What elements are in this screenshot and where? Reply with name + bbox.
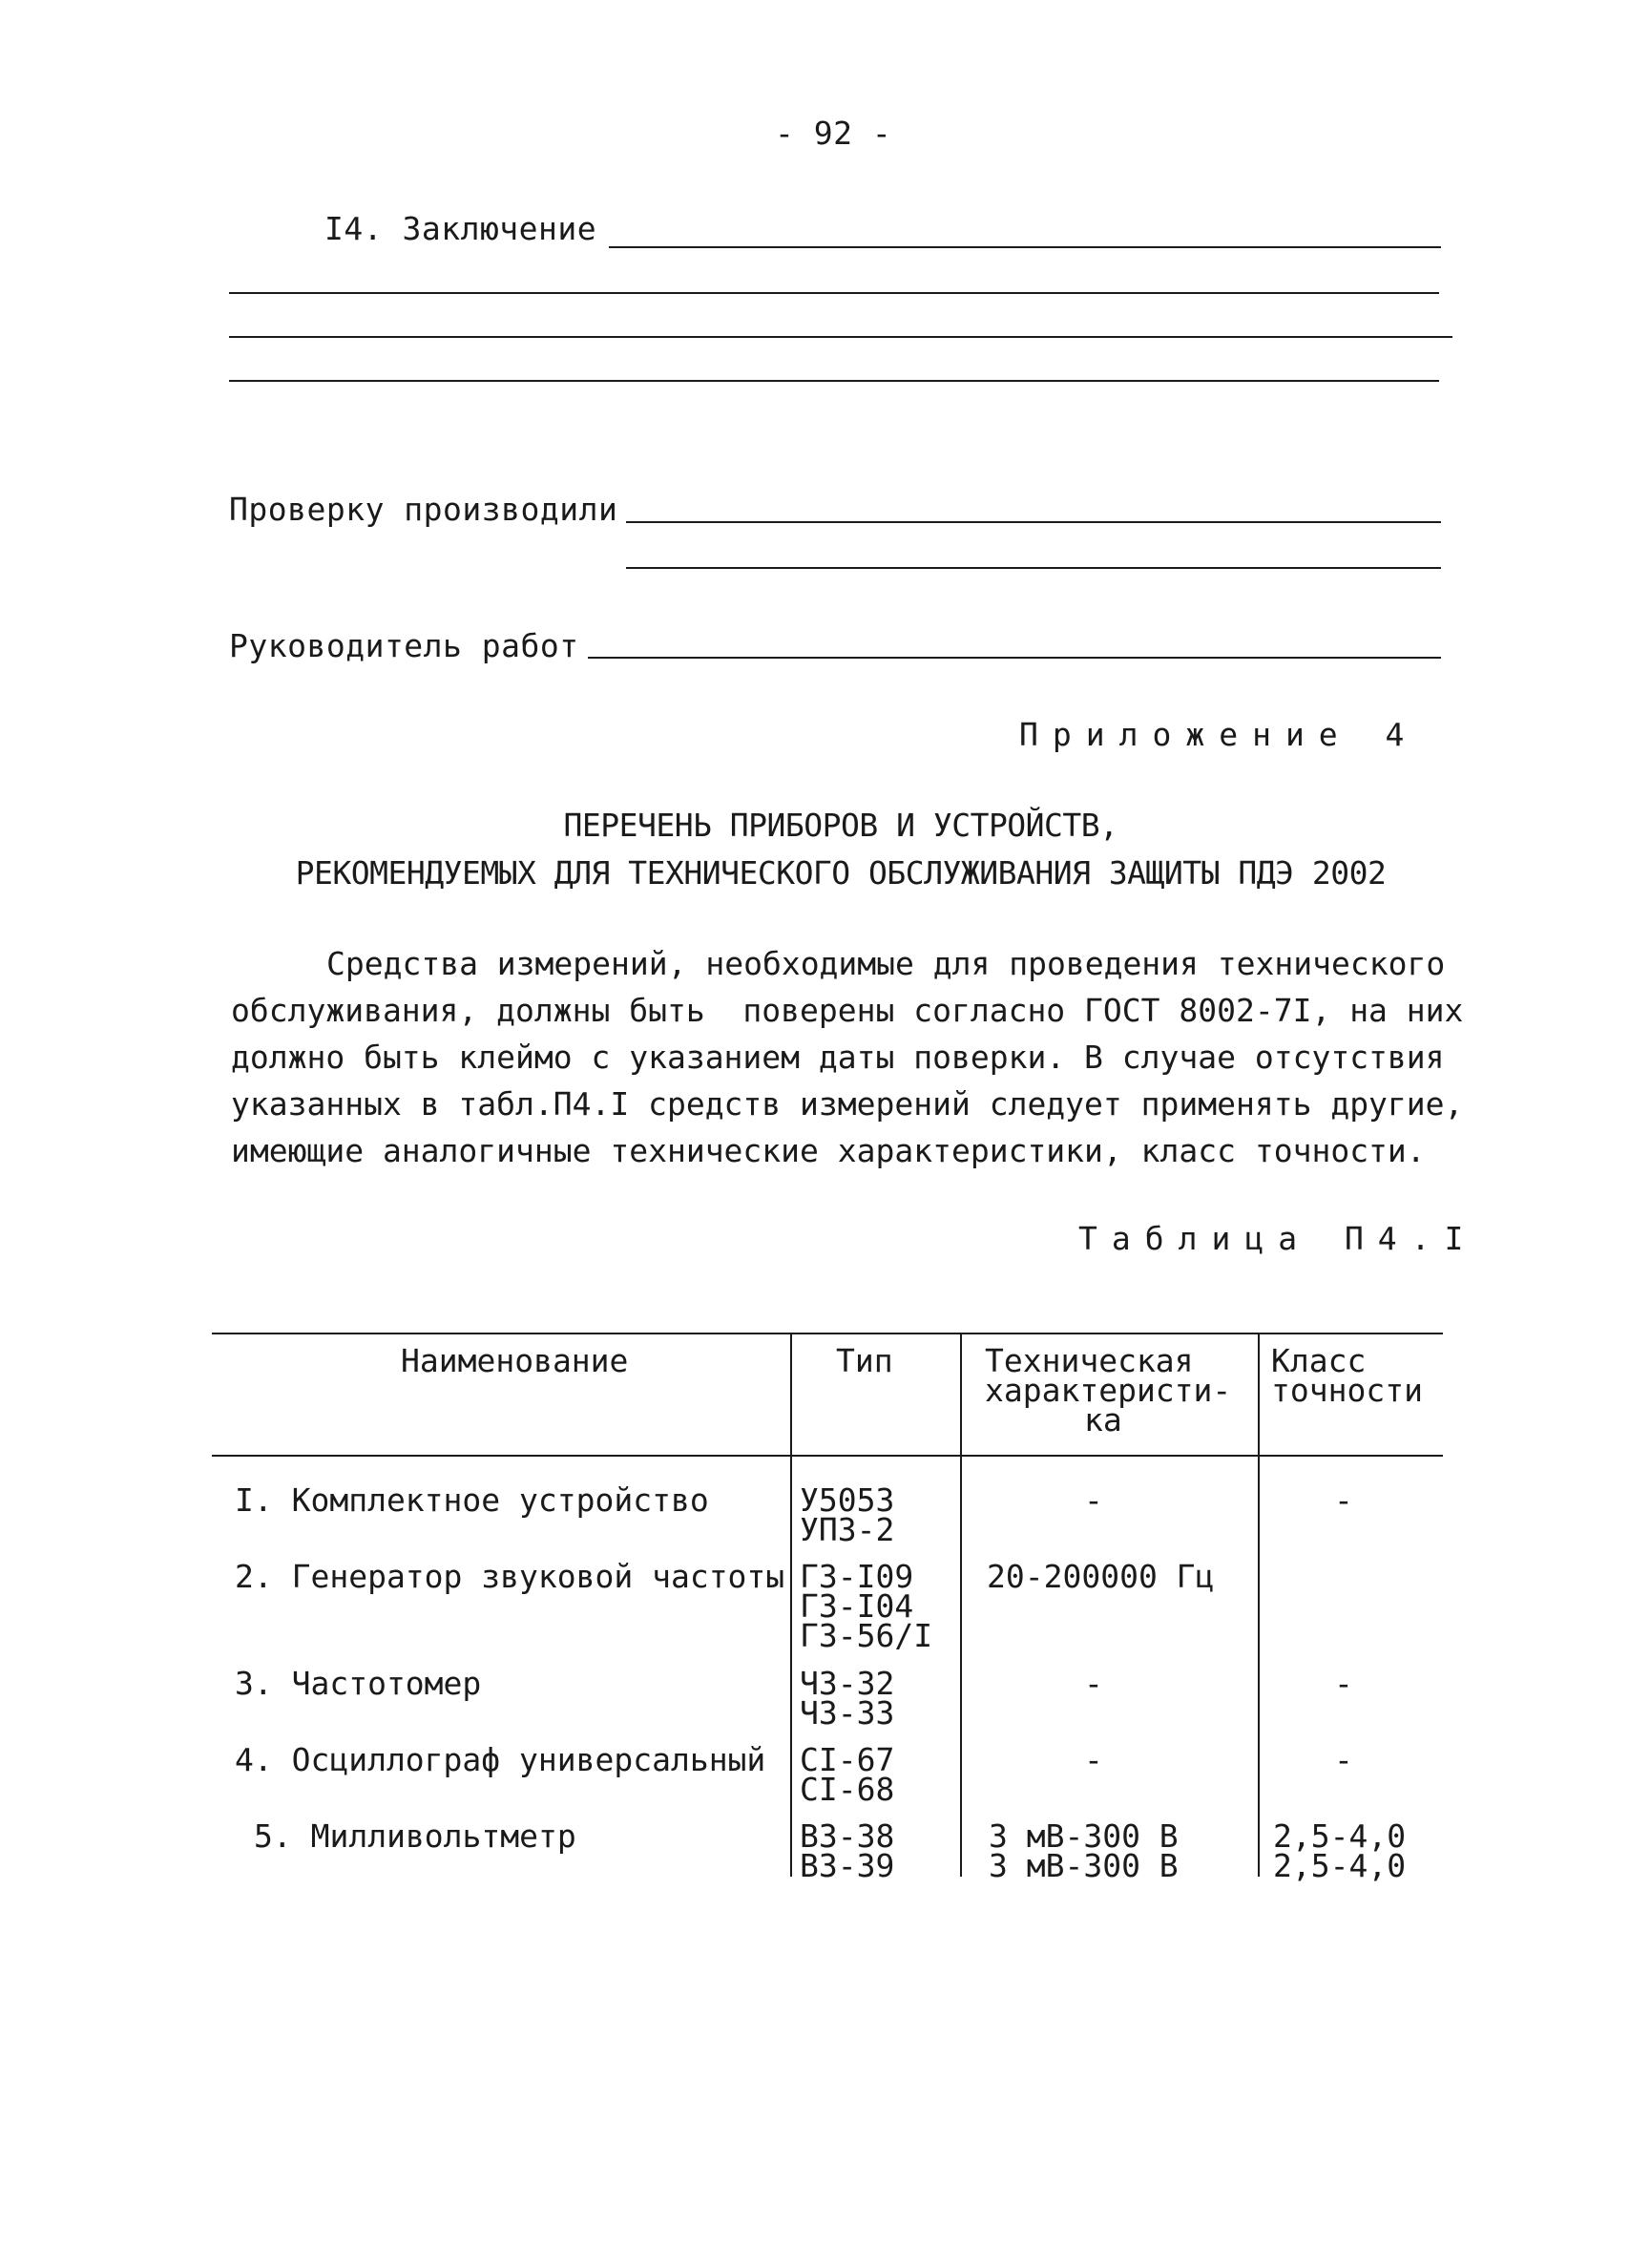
conclusion-line bbox=[229, 336, 1452, 338]
header-accuracy: точности bbox=[1271, 1372, 1423, 1409]
paragraph-line: обслуживания, должны быть поверены согласно ГОСТ 8002-7I, на них bbox=[231, 992, 1464, 1029]
appendix-label: Приложение 4 bbox=[1019, 716, 1419, 753]
row-name: 2. Генератор звуковой частоты bbox=[235, 1558, 785, 1595]
row-spec: 20-200000 Гц bbox=[987, 1558, 1215, 1595]
row-accuracy: 2,5-4,0 bbox=[1273, 1847, 1407, 1884]
row-accuracy: 2,5-4,0 bbox=[1273, 1817, 1407, 1855]
column-divider bbox=[790, 1333, 792, 1877]
header-name: Наименование bbox=[401, 1342, 629, 1379]
row-spec: 3 мВ-300 В bbox=[989, 1847, 1179, 1884]
checked-by-label: Проверку производили bbox=[229, 491, 618, 528]
header-accuracy: Класс bbox=[1271, 1342, 1367, 1379]
row-name: 3. Частотомер bbox=[235, 1665, 482, 1702]
row-accuracy: - bbox=[1334, 1481, 1353, 1519]
row-spec: - bbox=[1084, 1665, 1103, 1702]
header-spec: характеристи- bbox=[985, 1372, 1232, 1409]
row-type: ВЗ-38 bbox=[800, 1817, 895, 1855]
row-name: 4. Осциллограф универсальный bbox=[235, 1741, 766, 1778]
header-spec: Техническая bbox=[985, 1342, 1194, 1379]
column-divider bbox=[960, 1333, 962, 1877]
header-type: Тип bbox=[836, 1342, 893, 1379]
conclusion-line bbox=[229, 380, 1439, 382]
paragraph-line: должно быть клеймо с указанием даты поверки. В случае отсутствия bbox=[231, 1039, 1445, 1076]
page-number: - 92 - bbox=[775, 115, 892, 152]
appendix-title-line1: ПЕРЕЧЕНЬ ПРИБОРОВ И УСТРОЙСТВ, bbox=[563, 807, 1118, 844]
row-spec: - bbox=[1084, 1481, 1103, 1519]
row-type: У5053 bbox=[800, 1481, 895, 1519]
conclusion-line bbox=[229, 292, 1439, 294]
row-name: 5. Милливольтметр bbox=[254, 1817, 576, 1855]
signature-line bbox=[626, 521, 1441, 523]
row-spec: - bbox=[1084, 1741, 1103, 1778]
row-type: ВЗ-39 bbox=[800, 1847, 895, 1884]
row-type: ГЗ-I09 bbox=[800, 1558, 914, 1595]
header-spec: ка bbox=[1084, 1401, 1122, 1438]
row-name: I. Комплектное устройство bbox=[235, 1481, 709, 1519]
row-type: ГЗ-I04 bbox=[800, 1587, 914, 1625]
row-type: СI-68 bbox=[800, 1771, 895, 1808]
paragraph-line: указанных в табл.П4.I средств измерений следует применять другие, bbox=[231, 1085, 1464, 1123]
row-type: ЧЗ-32 bbox=[800, 1665, 895, 1702]
supervisor-label: Руководитель работ bbox=[229, 627, 579, 664]
column-divider bbox=[1258, 1333, 1260, 1877]
paragraph-line: имеющие аналогичные технические характеристики, класс точности. bbox=[231, 1132, 1426, 1169]
signature-line bbox=[626, 567, 1441, 569]
appendix-title-line2: РЕКОМЕНДУЕМЫХ ДЛЯ ТЕХНИЧЕСКОГО ОБСЛУЖИВАНИЯ ЗАЩИТЫ ПДЭ 2002 bbox=[295, 854, 1387, 892]
paragraph-line: Средства измерений, необходимые для проведения технического bbox=[326, 945, 1446, 982]
table-caption: Таблица П4.I bbox=[1078, 1220, 1478, 1257]
conclusion-label: I4. Заключение bbox=[324, 210, 597, 247]
row-type: СI-67 bbox=[800, 1741, 895, 1778]
row-type: ГЗ-56/I bbox=[800, 1617, 933, 1654]
row-accuracy: - bbox=[1334, 1665, 1353, 1702]
row-type: УПЗ-2 bbox=[800, 1511, 895, 1548]
row-spec: 3 мВ-300 В bbox=[989, 1817, 1179, 1855]
row-accuracy: - bbox=[1334, 1741, 1353, 1778]
signature-line bbox=[588, 657, 1441, 659]
row-type: ЧЗ-33 bbox=[800, 1694, 895, 1732]
conclusion-line bbox=[609, 246, 1441, 248]
